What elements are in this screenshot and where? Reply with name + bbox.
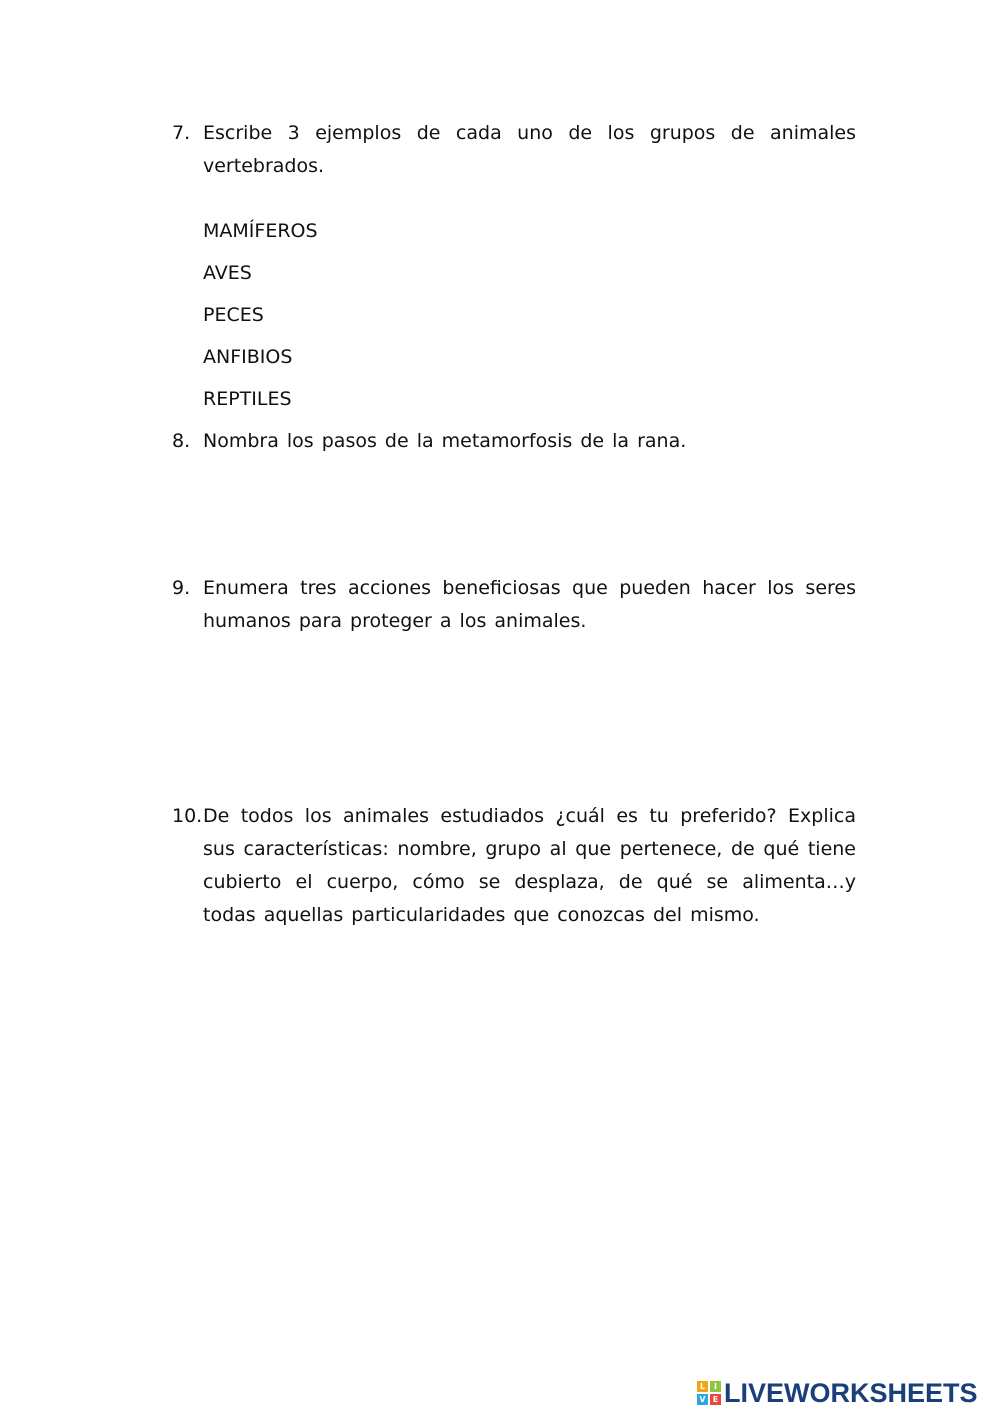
liveworksheets-logo — [697, 1378, 978, 1408]
question-number: 9. — [172, 577, 191, 599]
animal-group-reptiles: REPTILES — [203, 388, 292, 410]
question-number: 7. — [172, 122, 191, 144]
question-text: Nombra los pasos de la metamorfosis de la rana. — [203, 430, 687, 452]
question-number: 8. — [172, 430, 191, 452]
question-text: Enumera tres acciones beneficiosas que pueden hacer los seres humanos para proteger a los animales. — [203, 577, 856, 632]
logo-tiles-icon — [697, 1381, 721, 1405]
question-text: De todos los animales estudiados ¿cuál es tu preferido? Explica sus características: nombre, grupo al que pertenece, de qué tiene cubierto el cuerpo, cómo se desplaza, de qué se alimenta…y todas aquellas particularidades que conozcas del mismo. — [203, 805, 856, 926]
question-7 — [172, 117, 856, 183]
question-text: Escribe 3 ejemplos de cada uno de los grupos de animales vertebrados. — [203, 122, 856, 177]
animal-group-list — [203, 215, 318, 425]
animal-group-peces: PECES — [203, 304, 264, 326]
question-number: 10. — [172, 805, 203, 827]
animal-group-anfibios: ANFIBIOS — [203, 346, 293, 368]
question-9 — [172, 572, 856, 638]
animal-group-mamiferos: MAMÍFEROS — [203, 220, 318, 242]
logo-tile: V — [697, 1394, 708, 1405]
animal-group-aves: AVES — [203, 262, 252, 284]
logo-tile: I — [710, 1381, 721, 1392]
logo-tile: L — [697, 1381, 708, 1392]
question-8 — [172, 425, 856, 458]
brand-name: LIVEWORKSHEETS — [724, 1377, 978, 1408]
logo-tile: E — [710, 1394, 721, 1405]
question-10 — [172, 800, 856, 932]
